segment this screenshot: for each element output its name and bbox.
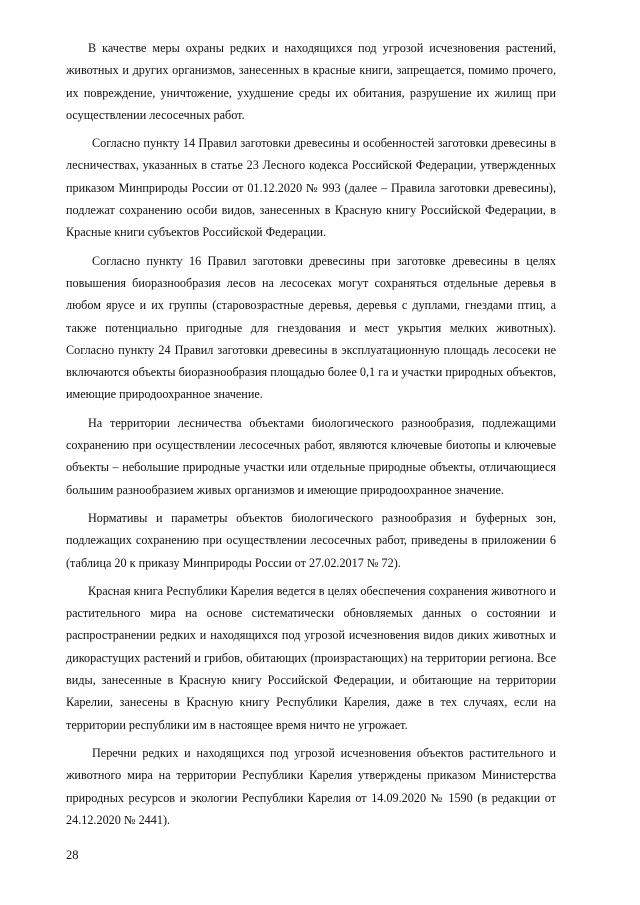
paragraph-rule-14: Согласно пункту 14 Правил заготовки древесины и особенностей заготовки древесины в лесничествах, указанных в статье 23 Лесного кодекса Российской Федерации, утвержденных приказом Минприроды России от 01.12.2020 № 993 (далее – Правила заготовки древесины), подлежат сохранению особи видов, занесенных в Красную книгу Российской Федерации, в Красные книги субъектов Российской Федерации.: [66, 136, 556, 240]
paragraph-lists-order: Перечни редких и находящихся под угрозой исчезновения объектов растительного и животного мира на территории Республики Карелия утверждены приказом Министерства природных ресурсов и экологии Республики Карелия от 14.09.2020 № 1590 (в редакции от 24.12.2020 № 2441).: [66, 745, 556, 827]
document-body: [66, 37, 556, 837]
paragraph-key-biotopes: На территории лесничества объектами биологического разнообразия, подлежащими сохранению при осуществлении лесосечных работ, являются ключевые биотопы и ключевые объекты – небольшие природные участки или отдельные природные объекты, отличающиеся большим разнообразием живых организмов и имеющие природоохранное значение.: [66, 415, 556, 497]
page-number: 28: [66, 848, 79, 862]
paragraph-red-book-protection: В качестве меры охраны редких и находящихся под угрозой исчезновения растений, животных и других организмов, занесенных в красные книги, запрещается, помимо прочего, их повреждение, уничтожение, ухудшение среды их обитания, разрушение их жилищ при осуществлении лесосечных работ.: [66, 41, 556, 122]
paragraph-norms-parameters: Нормативы и параметры объектов биологического разнообразия и буферных зон, подлежащих сохранению при осуществлении лесосечных работ, приведены в приложении 6 (таблица 20 к приказу Минприроды России от 27.02.2017 № 72).: [66, 510, 556, 570]
paragraph-rule-16-24: Согласно пункту 16 Правил заготовки древесины при заготовке древесины в целях повышения биоразнообразия лесов на лесосеках могут сохраняться отдельные деревья в любом ярусе и их группы (старовозрастные деревья, деревья с дуплами, гнездами птиц, а также потенциально пригодные для гнездования и мест укрытия мелких животных). Согласно пункту 24 Правил заготовки древесины в эксплуатационную площадь лесосеки не включаются объекты биоразнообразия площадью более 0,1 га и участки природных объектов, имеющие природоохранное значение.: [66, 253, 556, 402]
paragraph-karelia-red-book: Красная книга Республики Карелия ведется в целях обеспечения сохранения животного и растительного мира на основе систематически обновляемых данных о состоянии и распространении редких и находящихся под угрозой исчезновения видов диких животных и дикорастущих растений и грибов, обитающих (произрастающих) на территории региона. Все виды, занесенные в Красную книгу Российской Федерации, и обитающие на территории Карелии, занесены в Красную книгу Республики Карелия, даже в тех случаях, если на территории республики им в настоящее время ничто не угрожает.: [66, 583, 556, 732]
